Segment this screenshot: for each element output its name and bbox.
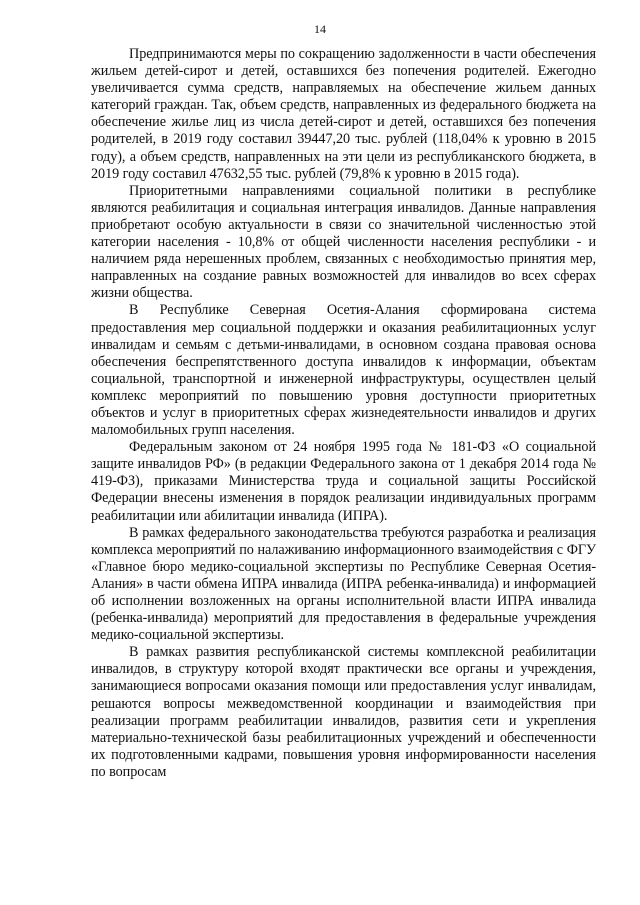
paragraph-rehabilitation-system: В рамках развития республиканской системы комплексной реабилитации инвалидов, в структуру которой входят практически все органы и учреждения, занимающиеся вопросами оказания помощи или предоставления услуг инвалидам, решаются вопросы межведомственной координации и взаимодействия при реализации программ реабилитации инвалидов, развития сети и укрепления материально-технической базы реабилитационных учреждений и обеспеченности их подготовленными кадрами, повышения уровня информированности населения по вопросам [91,644,596,780]
paragraph-social-policy-priorities: Приоритетными направлениями социальной политики в республике являются реабилитация и социальная интеграция инвалидов. Данные направления приобретают особую актуальности в связи со значительной численностью этой категории населения - 10,8% от общей численности населения республики - и наличием ряда нерешенных проблем, связанных с необходимостью принятия мер, направленных на создание равных возможностей для инвалидов во всех сферах жизни общества. [91,182,596,302]
paragraph-federal-law: Федеральным законом от 24 ноября 1995 года № 181-ФЗ «О социальной защите инвалидов РФ» (в редакции Федерального закона от 1 декабря 2014 года № 419-ФЗ), приказами Министерства труда и социальной защиты Российской Федерации внесены изменения в порядок реализации индивидуальных программ реабилитации или абилитации инвалида (ИПРА). [91,439,596,524]
paragraph-information-exchange: В рамках федерального законодательства требуются разработка и реализация комплекса мероприятий по налаживанию информационного взаимодействия с ФГУ «Главное бюро медико-социальной экспертизы по Республике Северная Осетия-Алания» в части обмена ИПРА инвалида (ИПРА ребенка-инвалида) и информацией об исполнении возложенных на органы исполнительной власти ИПРА инвалида (ребенка-инвалида) мероприятий для предоставления в федеральные учреждения медико-социальной экспертизы. [91,524,596,644]
document-body [91,46,596,781]
page-number: 14 [314,22,326,36]
paragraph-orphan-housing: Предпринимаются меры по сокращению задолженности в части обеспечения жильем детей-сирот и детей, оставшихся без попечения родителей. Ежегодно увеличивается сумма средств, направляемых на обеспечение жильем данных категорий граждан. Так, объем средств, направленных из федерального бюджета на обеспечение жилье лиц из числа детей-сирот и детей, оставшихся без попечения родителей, в 2019 году составил 39447,20 тыс. рублей (118,04% к уровню в 2015 году), а объем средств, направленных на эти цели из республиканского бюджета, в 2019 году составил 47632,55 тыс. рублей (79,8% к уровню в 2015 года). [91,46,596,182]
paragraph-support-system: В Республике Северная Осетия-Алания сформирована система предоставления мер социальной поддержки и оказания реабилитационных услуг инвалидам и семьям с детьми-инвалидами, в основном создана правовая основа обеспечения беспрепятственного доступа инвалидов к информации, объектам социальной, транспортной и инженерной инфраструктуры, осуществлен целый комплекс мероприятий по повышению уровня доступности приоритетных объектов и услуг в приоритетных сферах жизнедеятельности инвалидов и других маломобильных групп населения. [91,302,596,439]
